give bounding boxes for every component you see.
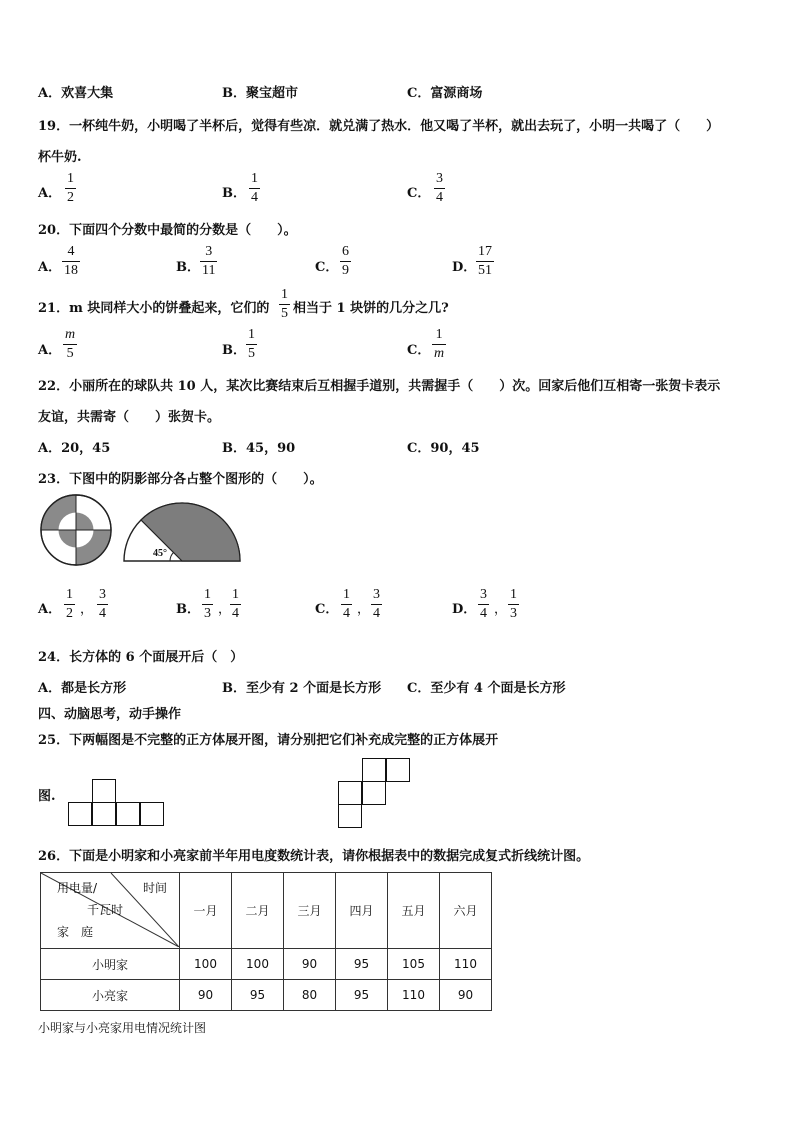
net-square — [92, 779, 116, 803]
q23-option-d-fraction-2 — [508, 588, 519, 621]
q23-option-a-label: A． — [38, 602, 62, 617]
fraction-denominator: 2 — [66, 606, 73, 621]
header-time: 时间 — [143, 881, 168, 895]
net-square — [92, 802, 116, 826]
fraction-numerator: 1 — [67, 171, 74, 186]
fraction-denominator: 4 — [436, 190, 443, 205]
shaded-circle-figure — [41, 495, 111, 565]
q22-question-line1: 22．小丽所在的球队共 10 人，某次比赛结束后互相握手道别，共需握手（ ）次。回家后他们互相寄一张贺卡表示 — [38, 379, 721, 394]
q23-option-b-fraction-2 — [230, 588, 241, 621]
fraction-numerator: 4 — [67, 244, 75, 259]
q20-option-a-fraction — [62, 245, 80, 278]
q23-option-a-fraction-1 — [64, 588, 75, 621]
fraction-denominator: 4 — [480, 606, 487, 621]
table-cell: 105 — [388, 949, 440, 980]
fraction-denominator: 5 — [281, 306, 288, 321]
cube-net-figure-1 — [68, 779, 168, 829]
q23-option-c-fraction-2 — [371, 588, 382, 621]
shaded-semicircle-figure — [124, 503, 240, 561]
q23-option-d-label: D． — [452, 602, 477, 617]
q19-option-b-label: B． — [222, 186, 246, 201]
month-header: 六月 — [440, 873, 492, 949]
q26-question: 26．下面是小明家和小亮家前半年用电度数统计表，请你根据表中的数据完成复式折线统计图。 — [38, 849, 590, 864]
q20-option-a-label: A． — [38, 260, 62, 275]
fraction-denominator: 11 — [202, 263, 216, 278]
net-square — [116, 802, 140, 826]
q24-option-c: C．至少有 4 个面是长方形 — [407, 681, 566, 696]
q19-option-a-fraction — [65, 172, 76, 205]
table-cell: 90 — [284, 949, 336, 980]
q20-option-c-label: C． — [315, 260, 339, 275]
q22-option-b: B．45，90 — [222, 441, 296, 456]
q19-question-line1: 19．一杯纯牛奶，小明喝了半杯后，觉得有些凉．就兑满了热水．他又喝了半杯，就出去玩了，小明一共喝了（ ） — [38, 119, 720, 134]
q20-question: 20．下面四个分数中最简的分数是（ ）。 — [38, 223, 297, 238]
fraction-denominator: 51 — [478, 263, 492, 278]
q19-option-a-label: A． — [38, 186, 62, 201]
q21-question-part1: 21．m 块同样大小的饼叠起来，它们的 — [38, 301, 270, 316]
q21-option-c-fraction — [432, 328, 446, 361]
fraction-denominator: 18 — [64, 263, 78, 278]
header-unit: 千瓦时 — [87, 903, 124, 917]
month-header: 四月 — [336, 873, 388, 949]
fraction-numerator: 1 — [435, 327, 443, 342]
month-header: 一月 — [180, 873, 232, 949]
fraction-numerator: 1 — [232, 587, 239, 602]
q20-option-b-fraction — [200, 245, 217, 278]
fraction-numerator: 1 — [281, 287, 288, 302]
fraction-denominator: 4 — [373, 606, 380, 621]
chart-caption: 小明家与小亮家用电情况统计图 — [38, 1021, 207, 1035]
header-usage: 用电量/ — [57, 881, 98, 895]
fraction-denominator: 3 — [510, 606, 517, 621]
table-cell: 80 — [284, 980, 336, 1011]
q23-question: 23．下图中的阴影部分各占整个图形的（ ）。 — [38, 472, 323, 487]
table-cell: 100 — [180, 949, 232, 980]
q21-inline-fraction — [279, 288, 290, 321]
table-cell: 95 — [336, 949, 388, 980]
section-heading: 四、动脑思考，动手操作 — [38, 707, 182, 722]
month-header: 五月 — [388, 873, 440, 949]
q18-option-a: A．欢喜大集 — [38, 86, 114, 101]
fraction-numerator: 17 — [478, 244, 492, 259]
fraction-separator: ， — [357, 602, 371, 617]
month-header: 二月 — [232, 873, 284, 949]
q20-option-d-fraction — [476, 245, 494, 278]
fraction-numerator: 1 — [510, 587, 517, 602]
net-square — [362, 781, 386, 805]
net-square — [338, 804, 362, 828]
q20-option-d-label: D． — [452, 260, 477, 275]
net-square — [338, 781, 362, 805]
q23-option-b-label: B． — [176, 602, 200, 617]
q19-question-line2: 杯牛奶. — [38, 150, 82, 165]
fraction-numerator: 1 — [204, 587, 211, 602]
q24-question: 24．长方体的 6 个面展开后（ ） — [38, 650, 244, 665]
q23-option-a-fraction-2 — [97, 588, 108, 621]
month-header: 三月 — [284, 873, 336, 949]
table-row — [41, 980, 492, 1011]
fraction-numerator: 3 — [436, 171, 443, 186]
table-cell: 110 — [388, 980, 440, 1011]
table-cell: 100 — [232, 949, 284, 980]
q21-option-a-label: A． — [38, 343, 62, 358]
fraction-denominator: 3 — [204, 606, 211, 621]
fraction-numerator: 1 — [251, 171, 258, 186]
table-cell: 110 — [440, 949, 492, 980]
q22-question-line2: 友谊，共需寄（ ）张贺卡。 — [38, 410, 221, 425]
fraction-denominator: 4 — [232, 606, 239, 621]
fraction-numerator: 6 — [342, 244, 349, 259]
fraction-numerator: 3 — [205, 244, 213, 259]
fraction-numerator: m — [65, 327, 76, 342]
fraction-denominator: 4 — [343, 606, 350, 621]
q23-option-b-fraction-1 — [202, 588, 213, 621]
q21-option-c-label: C． — [407, 343, 431, 358]
header-family: 家 庭 — [57, 925, 94, 939]
q24-option-b: B．至少有 2 个面是长方形 — [222, 681, 382, 696]
q19-option-c-label: C． — [407, 186, 431, 201]
fraction-numerator: 3 — [480, 587, 487, 602]
fraction-numerator: 3 — [99, 587, 106, 602]
fraction-separator: ， — [218, 602, 232, 617]
table-cell: 90 — [180, 980, 232, 1011]
row-label: 小明家 — [41, 949, 180, 980]
net-square — [362, 758, 386, 782]
q20-option-b-label: B． — [176, 260, 200, 275]
fraction-denominator: 5 — [66, 346, 74, 361]
q19-option-c-fraction — [434, 172, 445, 205]
q19-option-b-fraction — [249, 172, 260, 205]
q21-option-a-fraction — [63, 328, 77, 361]
fraction-numerator: 3 — [373, 587, 380, 602]
q21-option-b-fraction — [246, 328, 257, 361]
q21-question-part2: 相当于 1 块饼的几分之几? — [293, 301, 449, 316]
table-cell: 95 — [232, 980, 284, 1011]
fraction-denominator: 9 — [342, 263, 349, 278]
q25-question-line1: 25．下两幅图是不完整的正方体展开图，请分别把它们补充成完整的正方体展开 — [38, 733, 499, 748]
q21-option-b-label: B． — [222, 343, 246, 358]
row-label: 小亮家 — [41, 980, 180, 1011]
table-diagonal-header — [41, 873, 180, 949]
q18-option-c: C．富源商场 — [407, 86, 483, 101]
q18-option-b: B．聚宝超市 — [222, 86, 298, 101]
fraction-numerator: 1 — [66, 587, 73, 602]
fraction-separator: ， — [80, 602, 94, 617]
q22-option-a: A．20，45 — [38, 441, 111, 456]
fraction-numerator: 1 — [248, 327, 255, 342]
fraction-denominator: m — [434, 346, 445, 361]
fraction-denominator: 4 — [99, 606, 106, 621]
fraction-denominator: 2 — [67, 190, 74, 205]
q20-option-c-fraction — [340, 245, 351, 278]
net-square — [386, 758, 410, 782]
q23-option-c-label: C． — [315, 602, 339, 617]
angle-label: 45° — [153, 548, 167, 559]
q23-figures — [38, 494, 248, 566]
fraction-separator: ， — [494, 602, 508, 617]
fraction-denominator: 4 — [251, 190, 258, 205]
q23-option-d-fraction-1 — [478, 588, 489, 621]
electricity-usage-table — [40, 872, 492, 1011]
table-cell: 90 — [440, 980, 492, 1011]
fraction-denominator: 5 — [248, 346, 255, 361]
fraction-numerator: 1 — [343, 587, 350, 602]
table-cell: 95 — [336, 980, 388, 1011]
q25-question-line2: 图. — [38, 789, 56, 804]
table-row — [41, 949, 492, 980]
q23-option-c-fraction-1 — [341, 588, 352, 621]
cube-net-figure-2 — [338, 758, 413, 833]
q24-option-a: A．都是长方形 — [38, 681, 127, 696]
q22-option-c: C．90，45 — [407, 441, 480, 456]
net-square — [68, 802, 92, 826]
net-square — [140, 802, 164, 826]
